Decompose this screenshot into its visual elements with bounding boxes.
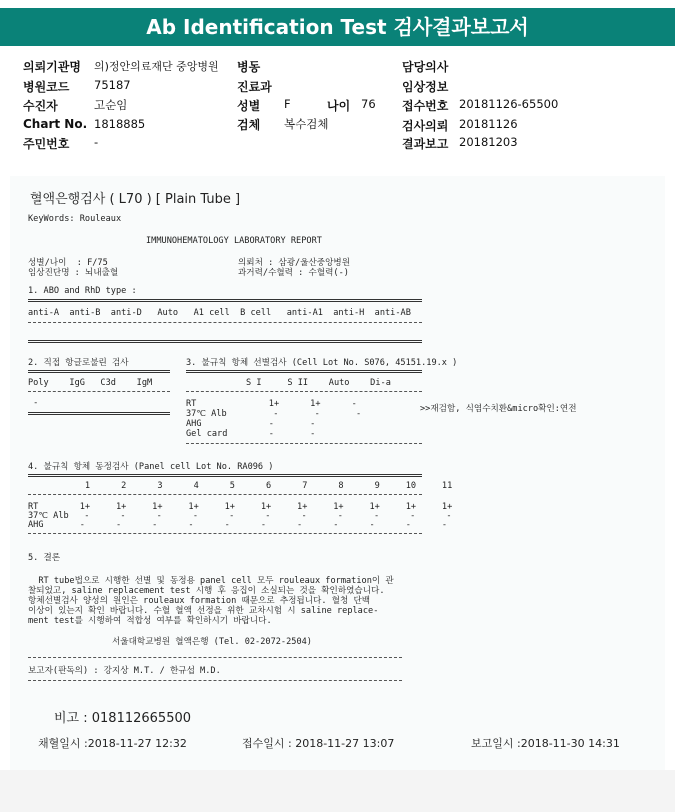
report-date-label: 결과보고: [402, 137, 449, 151]
hospital-code-label: 병원코드: [23, 80, 70, 94]
referrer: 의뢰처 : 삼광/울산중앙병원: [238, 258, 351, 268]
receipt-no-label: 접수번호: [402, 99, 449, 113]
lab-name: 서울대학교병원 혈액은행 (Tel. 02-2072-2504): [112, 637, 312, 647]
conclusion-line: 찰되었고, saline replacement test 시행 후 응집이 소실되는 것을 확인하였습니다.: [28, 586, 385, 596]
specimen-value: 복수검체: [284, 117, 329, 131]
diagnosis: 임상진단명 : 뇌내출혈: [28, 268, 119, 278]
conclusion-line: RT tube법으로 시행한 선별 및 동정용 panel cell 모두 rouleaux formation이 관: [28, 576, 394, 586]
panel-row: 37℃ Alb - - - - - - - - - - -: [28, 511, 452, 521]
clinical-info-label: 임상정보: [402, 80, 449, 94]
keywords: KeyWords: Rouleaux: [28, 214, 122, 224]
screen-columns: S I S II Auto Di-a: [246, 378, 391, 388]
panel-row: AHG - - - - - - - - - - -: [28, 520, 448, 530]
report-time: 보고일시 :2018-11-30 14:31: [471, 737, 620, 750]
divider: [28, 391, 170, 392]
history: 과거력/수혈력 : 수혈력(-): [238, 268, 349, 278]
conclusion-line: ment test를 시행하여 적합성 여부를 확인하시기 바랍니다.: [28, 616, 272, 626]
receipt-no-value: 20181126-65500: [459, 97, 559, 111]
divider: [28, 657, 402, 658]
divider: [186, 370, 422, 373]
section-2-title: 2. 직접 항글로불린 검사: [28, 358, 129, 368]
institution-label: 의뢰기관명: [23, 60, 81, 74]
section-5-title: 5. 결론: [28, 553, 61, 563]
section-4-title: 4. 불규칙 항체 동정검사 (Panel cell Lot No. RA096 ): [28, 462, 274, 472]
screen-row: AHG - -: [186, 419, 316, 429]
report-heading: 혈액은행검사 ( L70 ) [ Plain Tube ]: [30, 192, 241, 207]
chart-value: 1818885: [94, 117, 146, 131]
divider: [28, 680, 402, 681]
conclusion-line: 항체선별검사 양성의 원인은 rouleaux formation 때문으로 추정됩니다. 혈청 단백: [28, 596, 371, 606]
sex-label: 성별: [237, 99, 261, 113]
abo-columns: anti-A anti-B anti-D Auto A1 cell B cell anti-A1 anti-H anti-AB: [28, 308, 411, 318]
section-1-title: 1. ABO and RhD type :: [28, 286, 137, 296]
panel-columns: 1 2 3 4 5 6 7 8 9 10 11: [28, 481, 453, 491]
dat-columns: Poly IgG C3d IgM: [28, 378, 153, 388]
report-date-value: 20181203: [459, 135, 518, 149]
hospital-code-value: 75187: [94, 78, 131, 92]
receive-time: 접수일시 : 2018-11-27 13:07: [242, 737, 395, 750]
age-label: 나이: [327, 99, 351, 113]
request-label: 검사의뢰: [402, 119, 449, 133]
section-3-title: 3. 불규칙 항체 선별검사 (Cell Lot No. S076, 45151.19.x ): [186, 358, 458, 368]
footer-strip: [0, 770, 675, 812]
dept-label: 진료과: [237, 80, 272, 94]
divider: [28, 474, 422, 477]
report-title: Ab Identification Test 검사결과보고서: [0, 8, 675, 46]
sex-value: F: [284, 97, 291, 111]
divider: [28, 322, 422, 323]
age-value: 76: [361, 97, 376, 111]
panel-row: RT 1+ 1+ 1+ 1+ 1+ 1+ 1+ 1+ 1+ 1+ 1+: [28, 502, 453, 512]
specimen-label: 검체: [237, 118, 261, 132]
ward-label: 병동: [237, 60, 261, 74]
institution-value: 의)정안의료재단 중앙병원: [94, 60, 219, 73]
attending-label: 담당의사: [402, 60, 449, 74]
divider: [186, 391, 422, 392]
dat-values: -: [28, 398, 39, 408]
divider: [28, 340, 422, 343]
divider: [28, 299, 422, 302]
reporter: 보고자(판독의) : 강지상 M.T. / 한규섭 M.D.: [28, 666, 221, 676]
screen-row: RT 1+ 1+ -: [186, 399, 357, 409]
divider: [28, 533, 422, 534]
patient-label: 수진자: [23, 99, 58, 113]
lab-title: IMMUNOHEMATOLOGY LABORATORY REPORT: [146, 236, 322, 246]
collect-time: 채혈일시 :2018-11-27 12:32: [38, 737, 187, 750]
conclusion-line: 이상이 있는지 확인 바랍니다. 수혈 혈액 선정을 위한 교차시험 시 saline replace-: [28, 606, 379, 616]
screen-row: Gel card - -: [186, 429, 316, 439]
chart-label: Chart No.: [23, 117, 88, 131]
screen-note: >>재검함, 식염수치환&micro확인:연전: [420, 404, 577, 414]
divider: [28, 494, 422, 495]
divider: [28, 412, 170, 415]
screen-row: 37℃ Alb - - -: [186, 409, 362, 419]
patient-value: 고순임: [94, 98, 128, 112]
rrn-label: 주민번호: [23, 137, 70, 151]
rrn-value: -: [94, 135, 99, 149]
request-value: 20181126: [459, 117, 518, 131]
divider: [186, 443, 422, 444]
sex-age: 성별/나이 : F/75: [28, 258, 108, 268]
remark: 비고 : 018112665500: [54, 711, 192, 726]
divider: [28, 370, 170, 373]
